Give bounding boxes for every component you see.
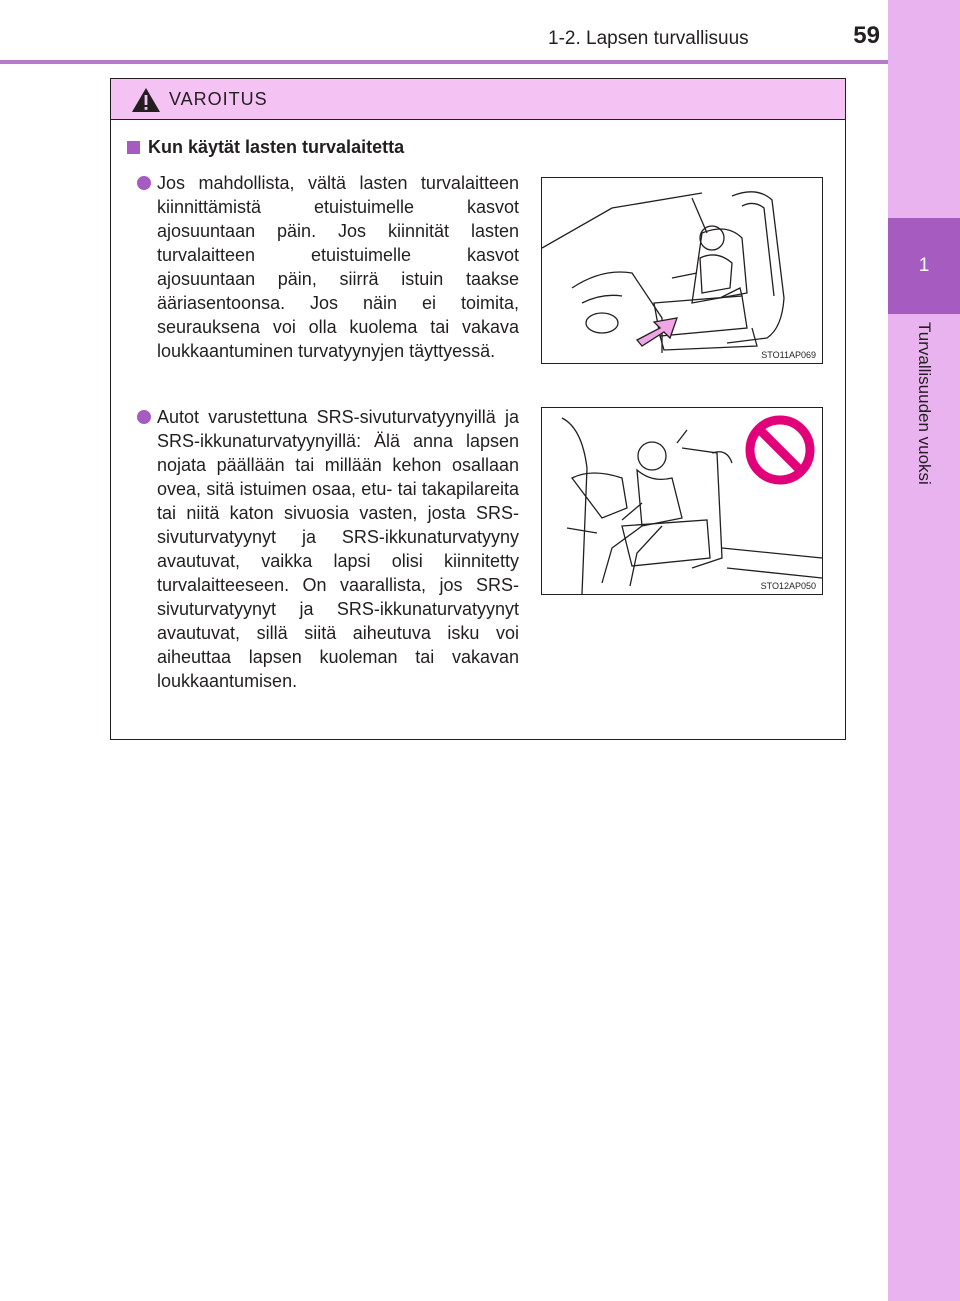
warning-box xyxy=(110,78,846,740)
circle-bullet-icon xyxy=(137,410,151,424)
section-title: 1-2. Lapsen turvallisuus xyxy=(548,28,749,49)
figure-child-seat-front xyxy=(541,177,823,364)
warning-subheading xyxy=(127,137,404,158)
header-divider xyxy=(0,60,888,64)
warning-header xyxy=(111,79,845,120)
warning-title: VAROITUS xyxy=(169,89,268,109)
warning-triangle-icon xyxy=(131,87,161,113)
bullet-text: Jos mahdollista, vältä lasten turvalaitteen kiinnittämistä etuistuimelle kasvot ajosuuntaan päin. Jos kiinnität lasten turvalaitteen etuistuimelle kasvot ajosuuntaan päin, siirrä istuin taakse ääriasentoonsa. Jos näin ei toimita, seurauksena voi olla kuolema tai vakava loukkaantuminen turvatyynyjen täyttyessä. xyxy=(157,173,519,361)
circle-bullet-icon xyxy=(137,176,151,190)
square-bullet-icon xyxy=(127,141,140,154)
figure-code: STO11AP069 xyxy=(761,350,816,360)
child-seat-front-illustration xyxy=(542,178,822,363)
chapter-side-tab xyxy=(888,0,960,1301)
figure-child-leaning-door xyxy=(541,407,823,595)
chapter-title-vertical: Turvallisuuden vuoksi xyxy=(915,322,934,485)
figure-code: STO12AP050 xyxy=(760,581,816,591)
bullet-text: Autot varustettuna SRS-sivuturvatyynyillä ja SRS-ikkunaturvatyynyillä: Älä anna lapsen nojata päällään tai millään kehon osallaan ovea, sitä istuimen osaa, etu- tai takapilareita tai niitä katon sivuosia vasten, josta SRS-sivuturvatyynyt ja SRS-ikkunaturvatyyny avautuvat, vaikka lapsi olisi kiinnitetty turvalaitteeseen. On vaarallista, jos SRS-sivuturvatyynyt ja SRS-ikkunaturvatyynyt avautuvat, sillä siitä aiheutuva isku voi aiheuttaa lapsen kuoleman tai vakavan loukkaantumisen. xyxy=(157,407,519,691)
chapter-number-tab: 1 xyxy=(888,218,960,314)
bullet-item-2 xyxy=(137,405,519,693)
warning-subheading-text: Kun käytät lasten turvalaitetta xyxy=(148,137,405,157)
page-number: 59 xyxy=(853,22,880,49)
child-leaning-door-illustration xyxy=(542,408,822,594)
bullet-item-1 xyxy=(137,171,519,363)
